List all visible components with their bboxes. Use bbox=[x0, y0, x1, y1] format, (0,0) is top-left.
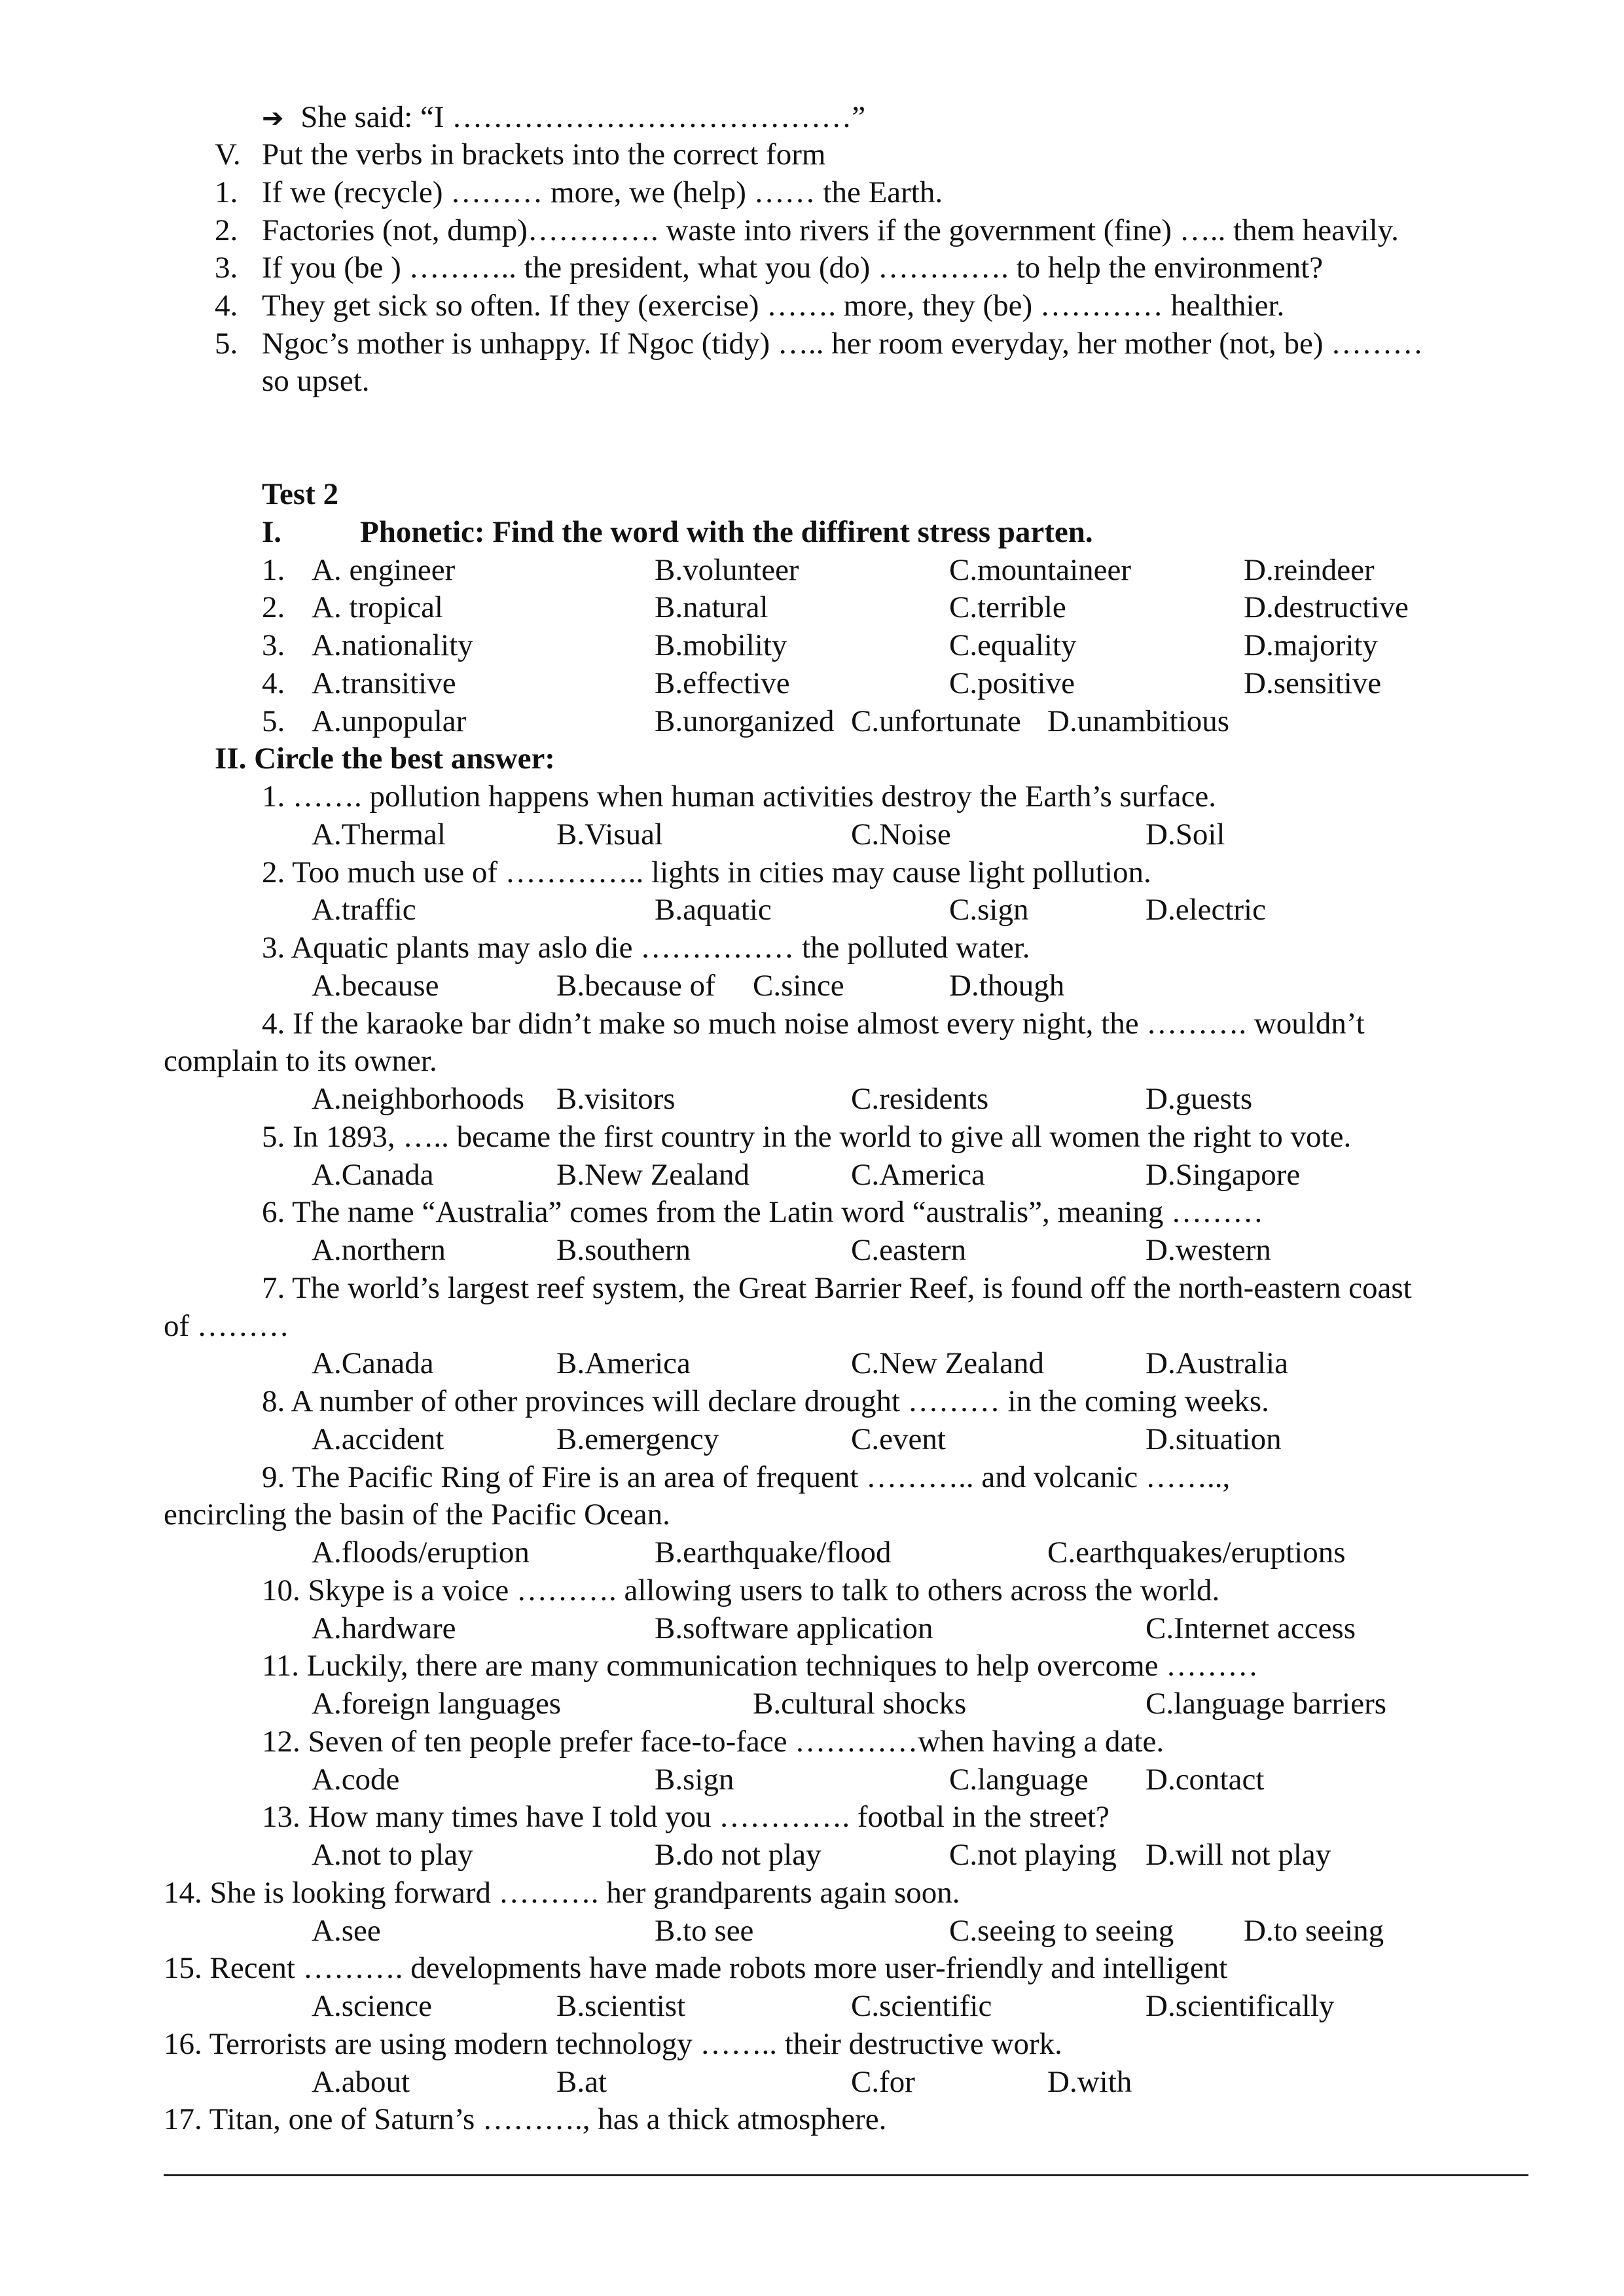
question-16: 16. Terrorists are using modern technology …….. their destructive work. bbox=[164, 2027, 1062, 2061]
q15-option-d: D.scientifically bbox=[1146, 1989, 1335, 2023]
q15-option-c: C.scientific bbox=[851, 1989, 992, 2023]
phonetic-3-option-d: D.majority bbox=[1244, 628, 1378, 662]
question-11: 11. Luckily, there are many communication techniques to help overcome ……… bbox=[262, 1649, 1259, 1683]
q11-option-a: A.foreign languages bbox=[312, 1687, 562, 1721]
phonetic-3-option-b: B.mobility bbox=[655, 628, 787, 662]
arrow-line-text: She said: “I …………………………………” bbox=[300, 100, 866, 134]
q14-option-d: D.to seeing bbox=[1244, 1914, 1384, 1948]
q16-option-c: C.for bbox=[851, 2065, 915, 2099]
q7-option-d: D.Australia bbox=[1146, 1346, 1288, 1380]
q1-option-c: C.Noise bbox=[851, 817, 951, 852]
phonetic-2-option-b: B.natural bbox=[655, 590, 768, 624]
question-6: 6. The name “Australia” comes from the Latin word “australis”, meaning ……… bbox=[262, 1195, 1264, 1229]
q4-option-d: D.guests bbox=[1146, 1082, 1253, 1116]
q12-option-a: A.code bbox=[312, 1763, 400, 1797]
q4-option-b: B.visitors bbox=[556, 1082, 676, 1116]
q5-option-c: C.America bbox=[851, 1158, 985, 1192]
phonetic-3-option-c: C.equality bbox=[949, 628, 1077, 662]
phonetic-3-number: 3. bbox=[262, 628, 285, 662]
v-item-3-number: 3. bbox=[215, 251, 238, 285]
question-5: 5. In 1893, ….. became the first country in the world to give all women the right to vote. bbox=[262, 1120, 1352, 1154]
q10-option-b: B.software application bbox=[655, 1611, 933, 1645]
phonetic-2-option-a: A. tropical bbox=[312, 590, 443, 624]
q8-option-b: B.emergency bbox=[556, 1422, 719, 1456]
right-arrow-icon: ➔ bbox=[262, 103, 284, 134]
question-13: 13. How many times have I told you …………. footbal in the street? bbox=[262, 1800, 1110, 1834]
q2-option-d: D.electric bbox=[1146, 893, 1266, 927]
phonetic-1-option-d: D.reindeer bbox=[1244, 553, 1375, 587]
v-item-5-text: Ngoc’s mother is unhappy. If Ngoc (tidy) ….. her room everyday, her mother (not, be) ……… bbox=[262, 327, 1424, 361]
question-9-continuation: encircling the basin of the Pacific Ocean. bbox=[164, 1498, 670, 1532]
section-v-title: Put the verbs in brackets into the correct form bbox=[262, 137, 826, 171]
q13-option-d: D.will not play bbox=[1146, 1838, 1331, 1872]
q3-option-b: B.because of bbox=[556, 969, 715, 1003]
phonetic-5-option-c: C.unfortunate bbox=[851, 704, 1021, 738]
phonetic-4-number: 4. bbox=[262, 666, 285, 700]
q14-option-b: B.to see bbox=[655, 1914, 754, 1948]
question-4-continuation: complain to its owner. bbox=[164, 1044, 437, 1078]
question-9: 9. The Pacific Ring of Fire is an area of frequent ……….. and volcanic …….., bbox=[262, 1460, 1231, 1494]
q15-option-a: A.science bbox=[312, 1989, 432, 2023]
v-item-4-text: They get sick so often. If they (exercise) ……. more, they (be) ………… healthier. bbox=[262, 289, 1285, 323]
question-12: 12. Seven of ten people prefer face-to-face …………when having a date. bbox=[262, 1725, 1164, 1759]
question-3: 3. Aquatic plants may aslo die …………… the polluted water. bbox=[262, 931, 1030, 965]
q7-option-a: A.Canada bbox=[312, 1346, 434, 1380]
question-7: 7. The world’s largest reef system, the Great Barrier Reef, is found off the north-eastern coast bbox=[262, 1271, 1412, 1305]
phonetic-1-number: 1. bbox=[262, 553, 285, 587]
phonetic-3-option-a: A.nationality bbox=[312, 628, 473, 662]
v-item-5-number: 5. bbox=[215, 327, 238, 361]
v-item-2-text: Factories (not, dump)…………. waste into rivers if the government (fine) ….. them heavily. bbox=[262, 213, 1399, 247]
v-item-5-continuation: so upset. bbox=[262, 364, 370, 398]
q5-option-a: A.Canada bbox=[312, 1158, 434, 1192]
q14-option-a: A.see bbox=[312, 1914, 381, 1948]
question-8: 8. A number of other provinces will declare drought ……… in the coming weeks. bbox=[262, 1384, 1269, 1418]
q2-option-b: B.aquatic bbox=[655, 893, 772, 927]
q16-option-a: A.about bbox=[312, 2065, 410, 2099]
q8-option-d: D.situation bbox=[1146, 1422, 1282, 1456]
q3-option-a: A.because bbox=[312, 969, 439, 1003]
question-10: 10. Skype is a voice ………. allowing users to talk to others across the world. bbox=[262, 1573, 1220, 1607]
footer-divider bbox=[164, 2174, 1528, 2176]
q7-option-b: B.America bbox=[556, 1346, 691, 1380]
q7-option-c: C.New Zealand bbox=[851, 1346, 1044, 1380]
q9-option-c: C.earthquakes/eruptions bbox=[1047, 1535, 1346, 1570]
phonetic-4-option-c: C.positive bbox=[949, 666, 1075, 700]
q6-option-d: D.western bbox=[1146, 1233, 1271, 1267]
q1-option-a: A.Thermal bbox=[312, 817, 446, 852]
question-7-continuation: of ……… bbox=[164, 1309, 289, 1343]
v-item-1-number: 1. bbox=[215, 175, 238, 209]
phonetic-4-option-d: D.sensitive bbox=[1244, 666, 1382, 700]
q13-option-b: B.do not play bbox=[655, 1838, 821, 1872]
question-14: 14. She is looking forward ………. her grandparents again soon. bbox=[164, 1876, 960, 1910]
question-17: 17. Titan, one of Saturn’s ………., has a thick atmosphere. bbox=[164, 2102, 887, 2136]
q8-option-c: C.event bbox=[851, 1422, 946, 1456]
section-1-title: Phonetic: Find the word with the diffirent stress parten. bbox=[360, 515, 1093, 549]
phonetic-5-option-b: B.unorganized bbox=[655, 704, 835, 738]
phonetic-2-option-d: D.destructive bbox=[1244, 590, 1409, 624]
phonetic-2-option-c: C.terrible bbox=[949, 590, 1066, 624]
test-title: Test 2 bbox=[262, 477, 339, 511]
q16-option-b: B.at bbox=[556, 2065, 607, 2099]
question-4: 4. If the karaoke bar didn’t make so much noise almost every night, the ………. wouldn’t bbox=[262, 1007, 1365, 1041]
q8-option-a: A.accident bbox=[312, 1422, 444, 1456]
v-item-1-text: If we (recycle) ……… more, we (help) …… the Earth. bbox=[262, 175, 943, 209]
phonetic-5-option-d: D.unambitious bbox=[1047, 704, 1230, 738]
phonetic-1-option-b: B.volunteer bbox=[655, 553, 799, 587]
q13-option-c: C.not playing bbox=[949, 1838, 1117, 1872]
q4-option-c: C.residents bbox=[851, 1082, 989, 1116]
v-item-2-number: 2. bbox=[215, 213, 238, 247]
q6-option-c: C.eastern bbox=[851, 1233, 967, 1267]
arrow-line bbox=[262, 98, 865, 137]
question-2: 2. Too much use of ………….. lights in cities may cause light pollution. bbox=[262, 855, 1151, 889]
q3-option-d: D.though bbox=[949, 969, 1065, 1003]
q11-option-c: C.language barriers bbox=[1146, 1687, 1387, 1721]
section-v-number: V. bbox=[215, 137, 241, 171]
q9-option-b: B.earthquake/flood bbox=[655, 1535, 892, 1570]
v-item-4-number: 4. bbox=[215, 289, 238, 323]
q4-option-a: A.neighborhoods bbox=[312, 1082, 525, 1116]
q6-option-b: B.southern bbox=[556, 1233, 691, 1267]
phonetic-4-option-a: A.transitive bbox=[312, 666, 456, 700]
q3-option-c: C.since bbox=[753, 969, 844, 1003]
phonetic-5-option-a: A.unpopular bbox=[312, 704, 467, 738]
q1-option-d: D.Soil bbox=[1146, 817, 1225, 852]
q12-option-c: C.language bbox=[949, 1763, 1089, 1797]
q16-option-d: D.with bbox=[1047, 2065, 1132, 2099]
phonetic-2-number: 2. bbox=[262, 590, 285, 624]
phonetic-1-option-c: C.mountaineer bbox=[949, 553, 1132, 587]
phonetic-5-number: 5. bbox=[262, 704, 285, 738]
question-1: 1. ……. pollution happens when human activities destroy the Earth’s surface. bbox=[262, 780, 1216, 814]
q2-option-a: A.traffic bbox=[312, 893, 416, 927]
question-15: 15. Recent ………. developments have made robots more user-friendly and intelligent bbox=[164, 1951, 1228, 1985]
q1-option-b: B.Visual bbox=[556, 817, 663, 852]
q13-option-a: A.not to play bbox=[312, 1838, 473, 1872]
v-item-3-text: If you (be ) ……….. the president, what you (do) …………. to help the environment? bbox=[262, 251, 1324, 285]
phonetic-4-option-b: B.effective bbox=[655, 666, 790, 700]
q12-option-d: D.contact bbox=[1146, 1763, 1265, 1797]
q5-option-b: B.New Zealand bbox=[556, 1158, 749, 1192]
section-1-number: I. bbox=[262, 515, 282, 549]
q2-option-c: C.sign bbox=[949, 893, 1029, 927]
q15-option-b: B.scientist bbox=[556, 1989, 686, 2023]
q11-option-b: B.cultural shocks bbox=[753, 1687, 967, 1721]
section-2-title: II. Circle the best answer: bbox=[215, 742, 555, 776]
q12-option-b: B.sign bbox=[655, 1763, 734, 1797]
q5-option-d: D.Singapore bbox=[1146, 1158, 1301, 1192]
q6-option-a: A.northern bbox=[312, 1233, 446, 1267]
q9-option-a: A.floods/eruption bbox=[312, 1535, 530, 1570]
q10-option-a: A.hardware bbox=[312, 1611, 456, 1645]
q10-option-c: C.Internet access bbox=[1146, 1611, 1356, 1645]
phonetic-1-option-a: A. engineer bbox=[312, 553, 456, 587]
q14-option-c: C.seeing to seeing bbox=[949, 1914, 1174, 1948]
